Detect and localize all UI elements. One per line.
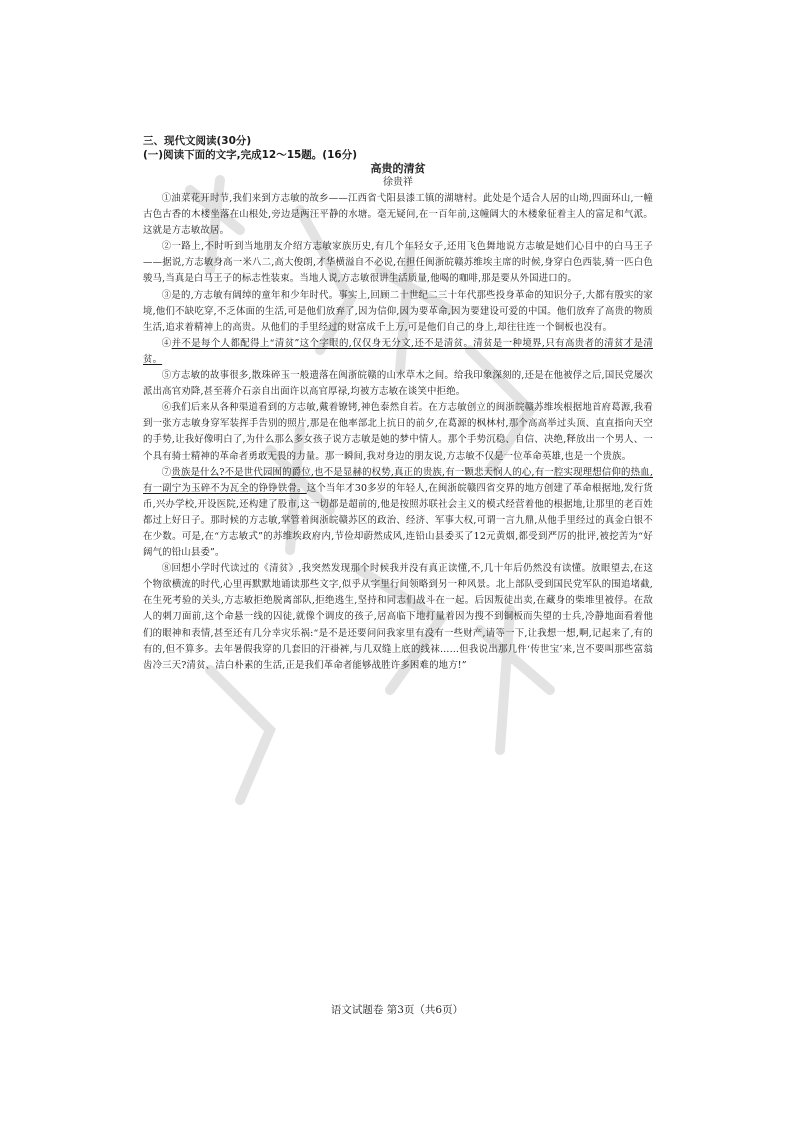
- paragraph-3: ③是的,方志敏有阔绰的童年和少年时代。事实上,回顾二十世纪二三十年代那些投身革命的知识分子,大都有殷实的家境,他们不缺吃穿,不乏体面的生活,可是他们放弃了,因为信仰,因为要革命,因为要建设可爱的中国。他们放弃了高贵的物质生活,追求着精神上的高贵。从他们的手里经过的财富成千上万,可是他们自己的身上,却往往连一个铜板也没有。: [143, 289, 653, 333]
- subsection-title: (一)阅读下面的文字,完成12～15题。(16分): [143, 149, 358, 161]
- underlined-sentence: 贵族是什么?不是世代园囿的爵位,也不是显赫的权势,真正的贵族,有一颗悲天悯人的心,有一腔实现理想信仰的热血,有一副宁为玉碎不为瓦全的铮铮铁骨。: [143, 466, 653, 494]
- underlined-sentence: 并不是每个人都配得上“清贫”这个字眼的,仅仅身无分文,还不是清贫。清贫是一种境界,只有高贵者的清贫才是清贫。: [143, 337, 653, 365]
- paragraph-8: ⑧回想小学时代读过的《清贫》,我突然发现那个时候我并没有真正读懂,不,几十年后仍然没有读懂。放眼望去,在这个物欲横流的时代,心里再默默地诵读那些文字,似乎从字里行间领略到另一种风景。北上部队受到国民党军队的围追堵截,在生死考验的关头,方志敏拒绝脱离部队,拒绝逃生,坚持和同志们战斗在一起。后因叛徒出卖,在藏身的柴堆里被俘。在敌人的刺刀面前,这个命悬一线的囚徒,就像个调皮的孩子,居高临下地打量着因为搜不到铜板而失望的士兵,冷静地面看着他们的眼神和表情,甚至还有几分幸灾乐祸:“是不是还要问问我家里有没有一些财产,请等一下,让我想一想,啊,记起来了,有的有的,但不算多。去年暑假我穿的几套旧的汗褂裤,与几双缝上底的线袜……但我说出那几件‘传世宝’来,岂不要叫那些富翁齿冷三天?清贫、洁白朴素的生活,正是我们革命者能够战胜许多困难的地方!”: [143, 563, 653, 671]
- document-page: [143, 134, 653, 674]
- paragraph-5: ⑤方志敏的故事很多,散珠碎玉一般遗落在闽浙皖赣的山水草木之间。给我印象深刻的,还是在他被俘之后,国民党屡次派出高官劝降,甚至蒋介石亲自出面许以高官厚禄,均被方志敏在谈笑中拒绝。: [143, 370, 653, 398]
- page-footer: 语文试题卷 第3页（共6页）: [330, 1004, 464, 1016]
- paragraph-1: ①油菜花开时节,我们来到方志敏的故乡——江西省弋阳县漆工镇的湖塘村。此处是个适合人居的山坳,四面环山,一幢古色古香的木楼坐落在山根处,旁边是两汪平静的水塘。毫无疑问,在一百年前,这幢阔大的木楼象征着主人的富足和气派。这就是方志敏故居。: [143, 193, 653, 237]
- paragraph-6: ⑥我们后来从各种渠道看到的方志敏,戴着镣铐,神色泰然自若。在方志敏创立的闽浙皖赣苏维埃根据地首府葛源,我看到一张方志敏身穿军装挥手告别的照片,那是在他率部北上抗日的前夕,在葛源的枫林村,那个高高举过头顶、直直指向天空的手势,让我好像明白了,为什么那么多女孩子说方志敏是她的梦中情人。那个手势沉稳、自信、决绝,释放出一个男人、一个具有骑士精神的革命者勇敢无畏的力量。那一瞬间,我对身边的朋友说,方志敏不仅是一位革命英雄,也是一个贵族。: [143, 402, 653, 462]
- essay-author: 徐贵祥: [383, 177, 413, 188]
- paragraph-2: ②一路上,不时听到当地朋友介绍方志敏家族历史,有几个年轻女子,还用飞色舞地说方志敏是她们心目中的白马王子——据说,方志敏身高一米八二,高大俊朗,才华横溢自不必说,在担任闽浙皖赣苏维埃主席的时候,身穿白色西装,骑一匹白色骏马,当真是白马王子的标志性装束。当地人说,方志敏很讲生活质量,他喝的咖啡,那是要从外国进口的。: [143, 241, 653, 285]
- section-title: 三、现代文阅读(30分): [143, 135, 252, 147]
- paragraph-4: ④并不是每个人都配得上“清贫”这个字眼的,仅仅身无分文,还不是清贫。清贫是一种境界,只有高贵者的清贫才是清贫。: [143, 337, 653, 365]
- essay-title: 高贵的清贫: [370, 162, 426, 175]
- paragraph-7: ⑦贵族是什么?不是世代园囿的爵位,也不是显赫的权势,真正的贵族,有一颗悲天悯人的心,有一腔实现理想信仰的热血,有一副宁为玉碎不为瓦全的铮铮铁骨。这个当年才30多岁的年轻人,在闽浙皖赣四省交界的地方创建了革命根据地,发行货币,兴办学校,开设医院,还构建了股市,这一切都是超前的,他是按照苏联社会主义的模式经营着他的根据地,让那里的老百姓都过上好日子。那时候的方志敏,掌管着闽浙皖赣苏区的政治、经济、军事大权,可谓一言九鼎,从他手里经过的真金白银不在少数。可是,在“方志敏式”的苏维埃政府内,节俭却蔚然成风,连铅山县委买了12元黄烟,都受到严厉的批评,被挖苦为“好阔气的铅山县委”。: [143, 466, 653, 559]
